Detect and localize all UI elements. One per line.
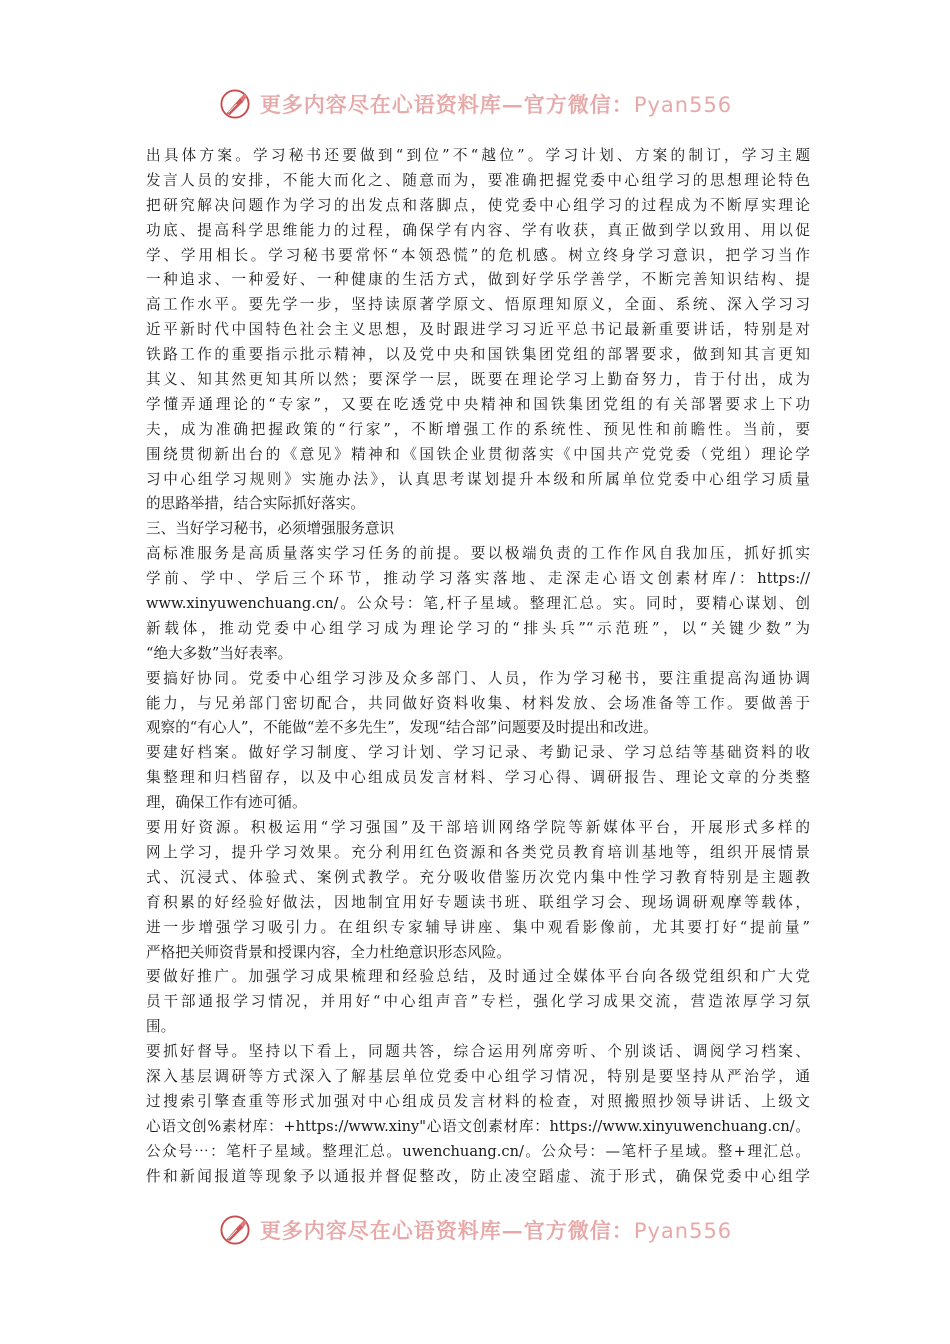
pen-nib-logo-icon (218, 87, 252, 121)
text-line: 出具体方案。学习秘书还要做到“到位”不“越位”。学习计划、方案的制订，学习主题 (146, 147, 810, 164)
text-line: 一种追求、一种爱好、一种健康的生活方式，做到好学乐学善学，不断完善知识结构、提 (146, 271, 810, 289)
text-line: 要用好资源。积极运用“学习强国”及干部培训网络学院等新媒体平台，开展形式多样的 (146, 819, 810, 837)
text-line: 过搜索引擎查重等形式加强对中心组成员发言材料的检查，对照搬照抄领导讲话、上级文 (146, 1092, 810, 1110)
text-line: 育积累的好经验好做法，因地制宜用好专题读书班、联组学习会、现场调研观摩等载体， (146, 893, 810, 911)
text-line: 习中心组学习规则》实施办法》，认真思考谋划提升本级和所属单位党委中心组学习质量 (146, 470, 810, 488)
text-line: 高标准服务是高质量落实学习任务的前提。要以极端负责的工作作风自我加压，抓好抓实 (146, 545, 810, 563)
text-line: 要搞好协同。党委中心组学习涉及众多部门、人员，作为学习秘书，要注重提高沟通协调 (146, 669, 810, 687)
text-line: 新载体，推动党委中心组学习成为理论学习的“排头兵”“示范班”，以“关键少数”为 (146, 619, 810, 637)
document-body (146, 144, 810, 1189)
text-line: 要做好推广。加强学习成果梳理和经验总结，及时通过全媒体平台向各级党组织和广大党 (146, 968, 810, 986)
text-line: 网上学习，提升学习效果。充分利用红色资源和各类党员教育培训基地等，组织开展情景 (146, 843, 810, 861)
text-line: 心语文创%素材库：+https://www.xiny"心语文创素材库：https://www.xinyuwenchuang.cn/。 (146, 1117, 810, 1135)
header-banner (0, 80, 950, 128)
text-line: “绝大多数”当好表率。 (146, 644, 293, 662)
text-line: 高工作水平。要先学一步，坚持读原著学原文、悟原理知原义，全面、系统、深入学习习 (146, 296, 810, 314)
text-line: 要建好档案。做好学习制度、学习计划、学习记录、考勤记录、学习总结等基础资料的收 (146, 744, 810, 762)
text-line: 观察的“有心人”，不能做“差不多先生”，发现“结合部”问题要及时提出和改进。 (146, 719, 658, 737)
banner-text: 更多内容尽在心语资料库—官方微信：Pyan556 (259, 92, 733, 117)
text-line: 理，确保工作有迹可循。 (146, 794, 307, 812)
text-line: 发言人员的安排，不能大而化之、随意而为，要准确把握党委中心组学习的思想理论特色 (146, 171, 810, 189)
text-line: 近平新时代中国特色社会主义思想，及时跟进学习习近平总书记最新重要讲话，特别是对 (146, 321, 810, 339)
text-line: 围。 (146, 1018, 176, 1036)
text-line: 集整理和归档留存，以及中心组成员发言材料、学习心得、调研报告、理论文章的分类整 (146, 769, 810, 787)
text-line: 围绕贯彻新出台的《意见》精神和《国铁企业贯彻落实《中国共产党党委（党组）理论学 (146, 445, 810, 463)
text-line: 严格把关师资背景和授课内容，全力杜绝意识形态风险。 (146, 943, 511, 961)
text-line: 件和新闻报道等现象予以通报并督促整改，防止凌空蹈虚、流于形式，确保党委中心组学 (146, 1167, 810, 1185)
text-line: 式、沉浸式、体验式、案例式教学。充分吸收借鉴历次党内集中性学习教育特别是主题教 (146, 868, 810, 886)
text-line: 学懂弄通理论的“专家”，又要在吃透党中央精神和国铁集团党组的有关部署要求上下功 (146, 395, 810, 413)
text-line: 进一步增强学习吸引力。在组织专家辅导讲座、集中观看影像前，尤其要打好“提前量” (146, 918, 810, 936)
text-line: 要抓好督导。坚持以下看上，同题共答，综合运用列席旁听、个别谈话、调阅学习档案、 (146, 1043, 810, 1061)
footer-banner (0, 1206, 950, 1254)
text-line: www.xinyuwenchuang.cn/。公众号：笔,杆子星域。整理汇总。实。同时，要精心谋划、创 (146, 595, 810, 613)
text-line: 功底、提高科学思维能力的过程，确保学有内容、学有收获，真正做到学以致用、用以促 (146, 221, 810, 239)
text-line: 员干部通报学习情况，并用好“中心组声音”专栏，强化学习成果交流，营造浓厚学习氛 (146, 993, 810, 1011)
banner-text: 更多内容尽在心语资料库—官方微信：Pyan556 (259, 1218, 733, 1243)
text-line: 其义、知其然更知其所以然；要深学一层，既要在理论学习上勤奋努力，肯于付出，成为 (146, 371, 810, 389)
text-line: 学、学用相长。学习秘书要常怀“本领恐慌”的危机感。树立终身学习意识，把学习当作 (146, 246, 810, 264)
text-line: 把研究解决问题作为学习的出发点和落脚点，使党委中心组学习的过程成为不断厚实理论 (146, 196, 810, 214)
text-line: 深入基层调研等方式深入了解基层单位党委中心组学习情况，特别是要坚持从严治学，通 (146, 1067, 810, 1085)
text-line: 夫，成为准确把握政策的“行家”，不断增强工作的系统性、预见性和前瞻性。当前，要 (146, 420, 810, 438)
pen-nib-logo-icon (218, 1213, 252, 1247)
text-line: 公众号⋯：笔杆子星域。整理汇总。uwenchuang.cn/。公众号：—笔杆子星域。整+理汇总。 (146, 1142, 810, 1160)
text-line: 三、当好学习秘书，必须增强服务意识 (146, 520, 395, 538)
text-line: 学前、学中、学后三个环节，推动学习落实落地、走深走心语文创素材库/：https:// (146, 570, 810, 588)
text-line: 的思路举措，结合实际抓好落实。 (146, 495, 365, 513)
text-line: 铁路工作的重要指示批示精神，以及党中央和国铁集团党组的部署要求，做到知其言更知 (146, 346, 810, 364)
text-line: 能力，与兄弟部门密切配合，共同做好资料收集、材料发放、会场准备等工作。要做善于 (146, 694, 810, 712)
